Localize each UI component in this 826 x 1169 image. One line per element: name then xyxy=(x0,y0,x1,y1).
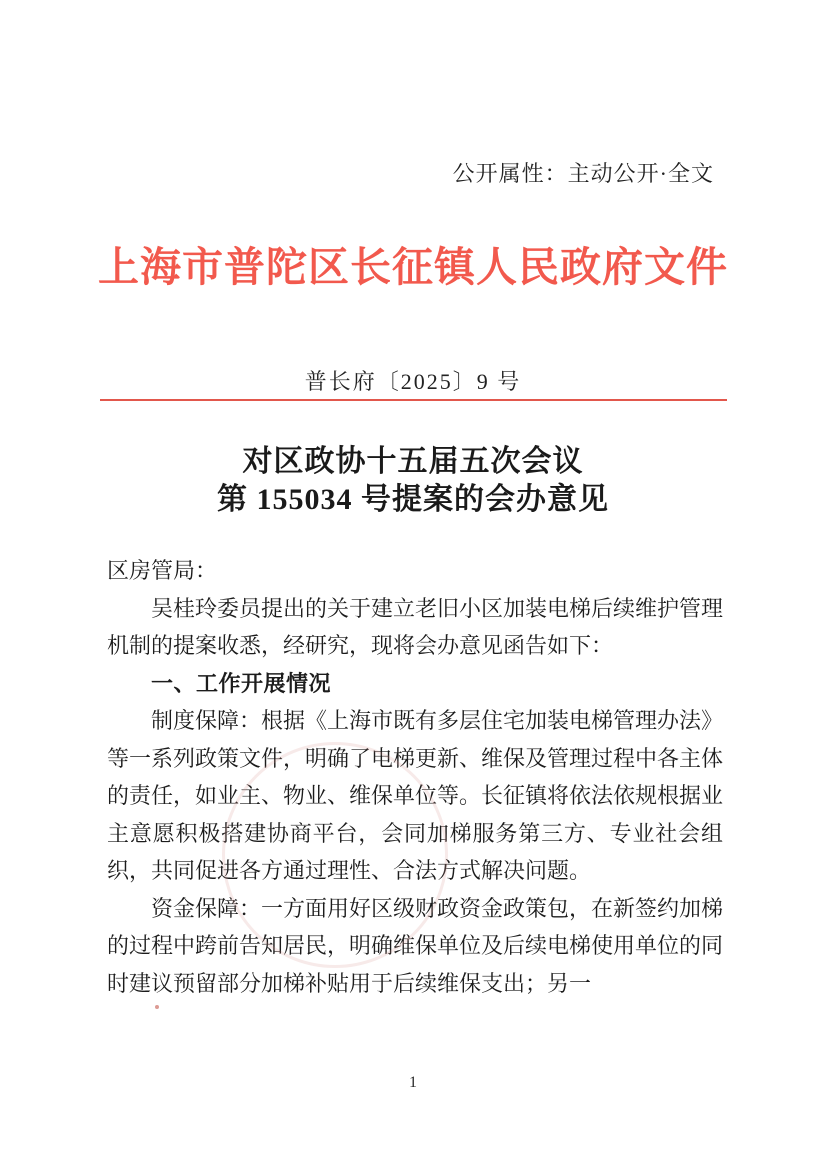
body-paragraph: 制度保障：根据《上海市既有多层住宅加装电梯管理办法》等一系列政策文件，明确了电梯更新、维保及管理过程中各主体的责任，如业主、物业、维保单位等。长征镇将依法依规根据业主意愿积极搭建协商平台，会同加梯服务第三方、专业社会组织，共同促进各方通过理性、合法方式解决问题。 xyxy=(107,708,724,883)
section-heading: 一、工作开展情况 xyxy=(151,670,332,696)
document-number: 普长府〔2025〕9 号 xyxy=(304,369,522,394)
page-number: 1 xyxy=(409,1074,417,1091)
document-body xyxy=(107,552,723,1002)
red-ink-speck xyxy=(155,1005,159,1009)
document-title-line2: 第 155034 号提案的会办意见 xyxy=(217,483,609,516)
body-paragraph: 资金保障：一方面用好区级财政资金政策包，在新签约加梯的过程中跨前告知居民，明确维保单位及后续电梯使用单位的同时建议预留部分加梯补贴用于后续维保支出；另一 xyxy=(107,895,724,996)
masthead-org-title: 上海市普陀区长征镇人民政府文件 xyxy=(98,244,728,290)
salutation: 区房管局： xyxy=(107,558,218,583)
body-paragraph: 吴桂玲委员提出的关于建立老旧小区加装电梯后续维护管理机制的提案收悉，经研究，现将会办意见函告如下： xyxy=(107,595,724,658)
body-paragraphs xyxy=(107,590,723,1003)
publicity-attribute-label: 公开属性：主动公开·全文 xyxy=(452,161,714,186)
document-title xyxy=(0,443,826,519)
red-divider-rule xyxy=(100,399,727,401)
document-title-line1: 对区政协十五届五次会议 xyxy=(242,445,584,478)
